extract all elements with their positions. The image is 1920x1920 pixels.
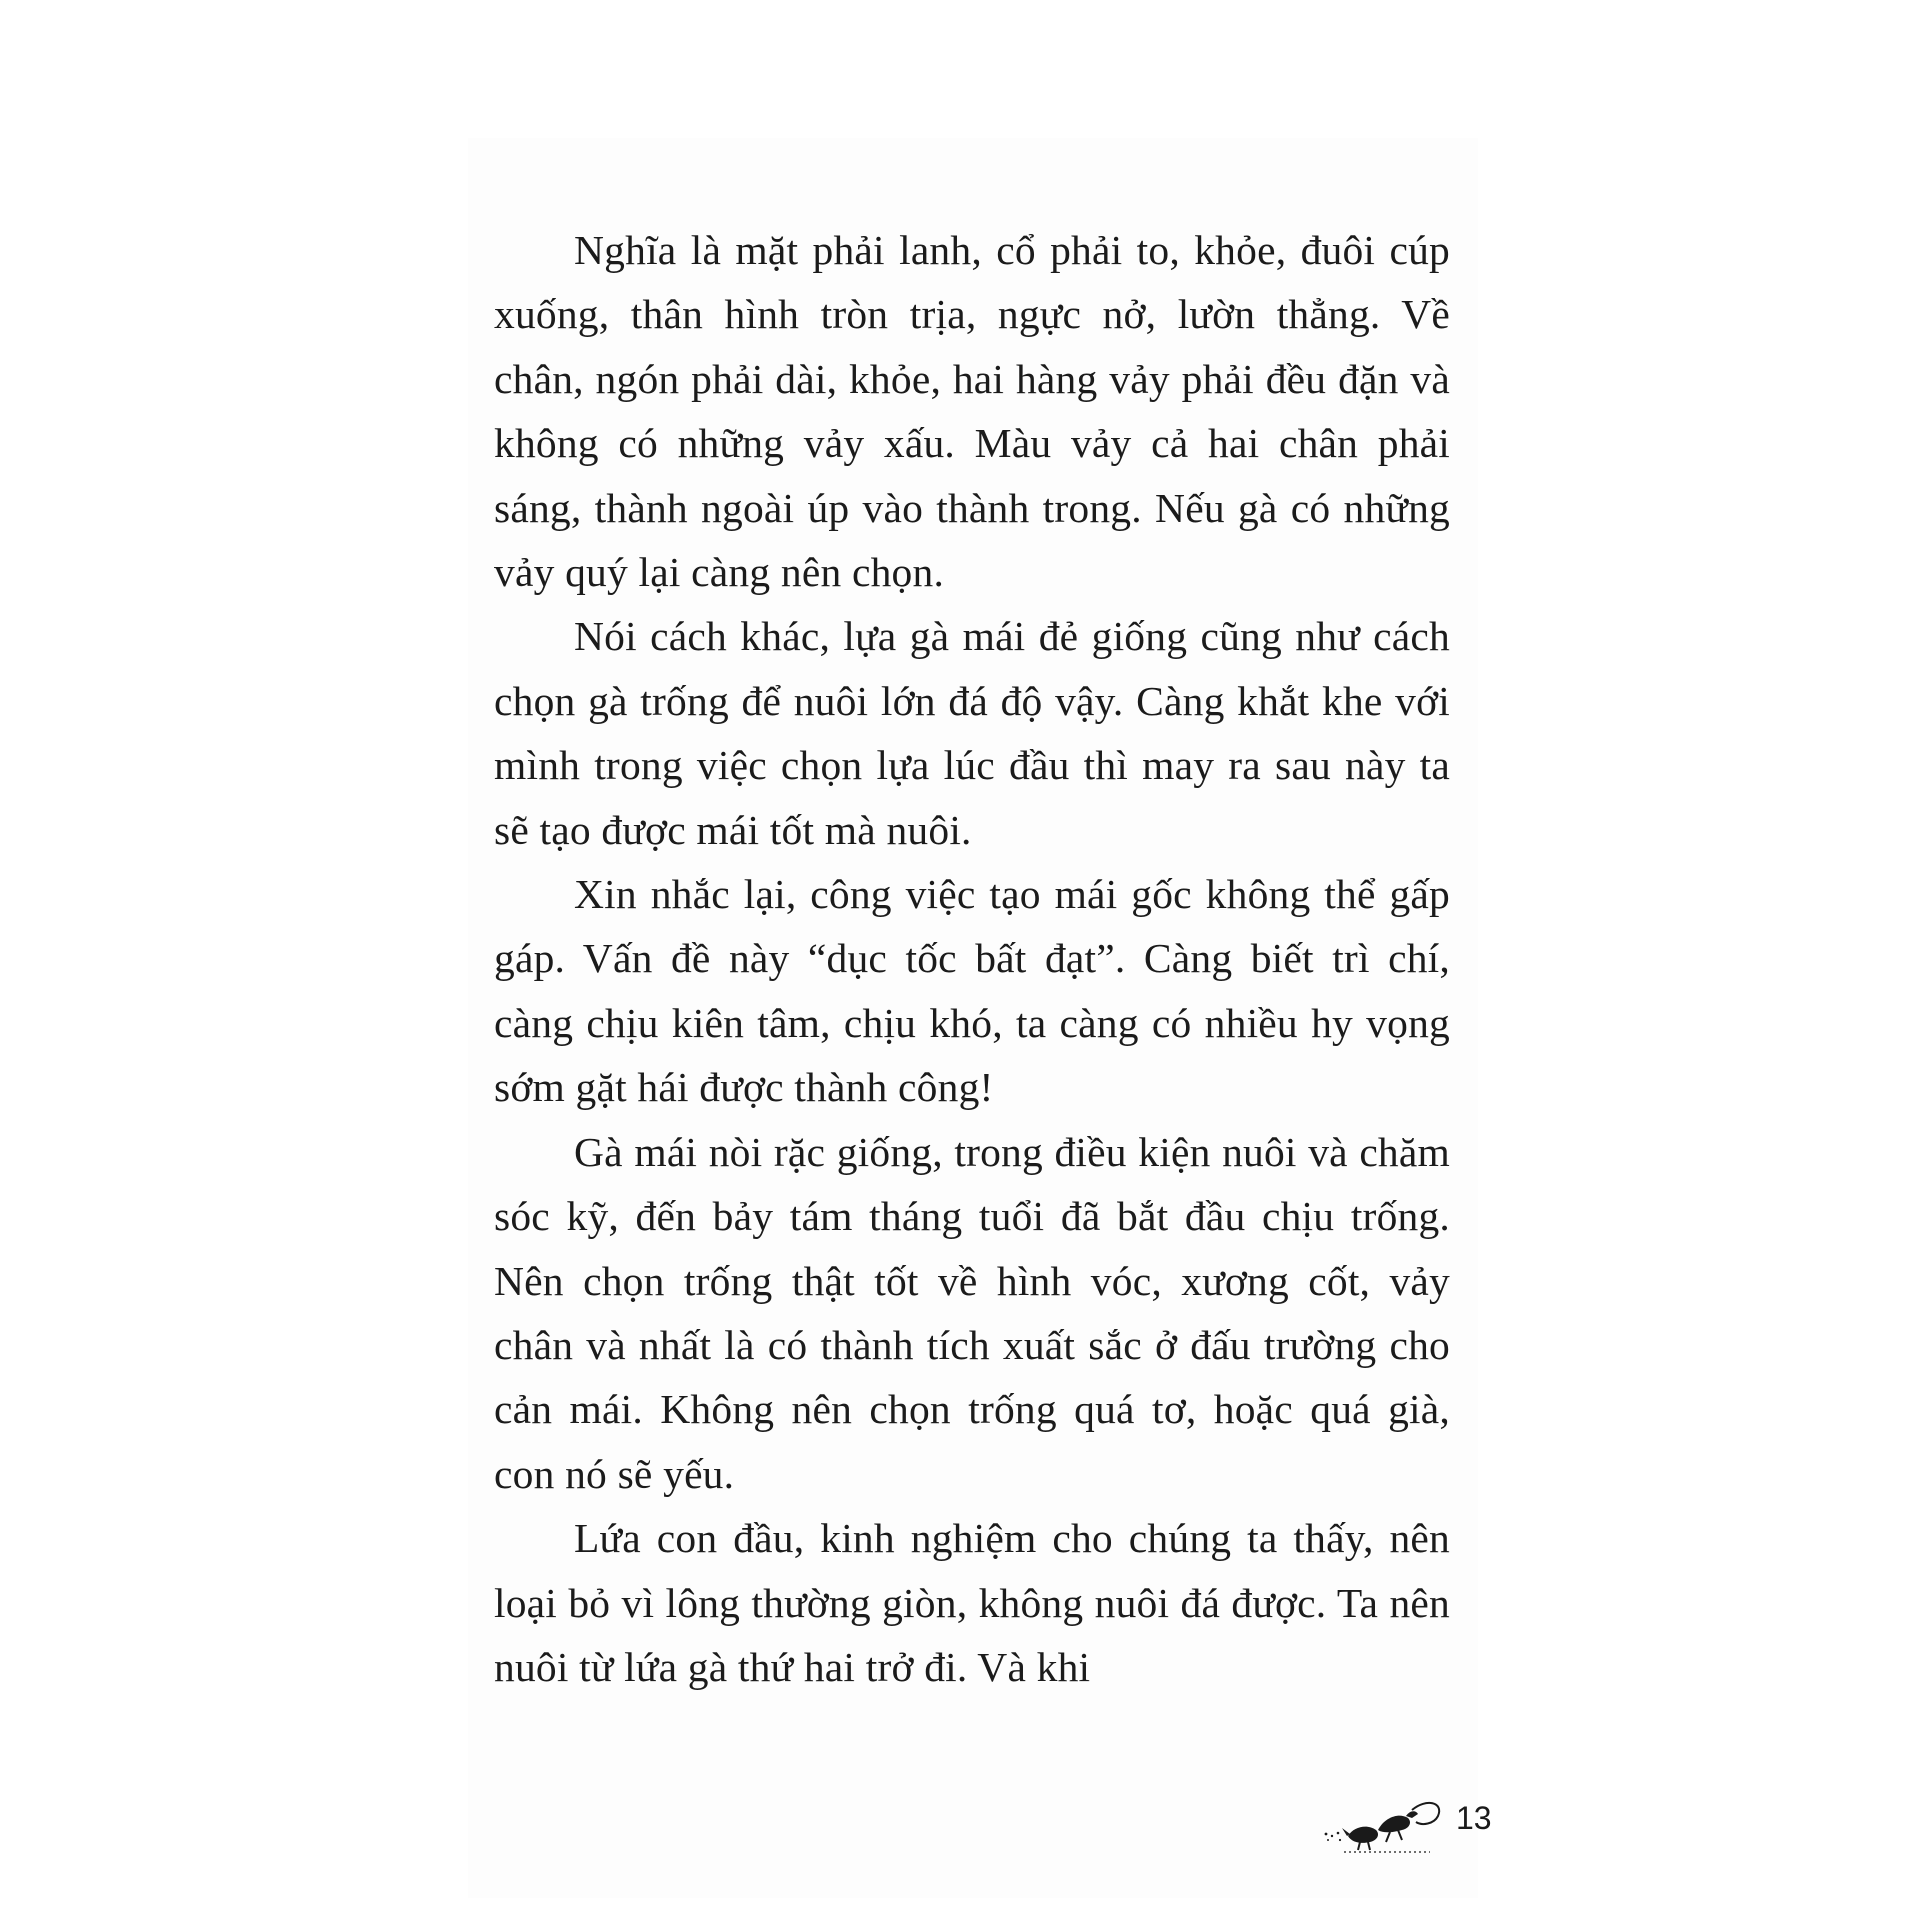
paragraph-3: Xin nhắc lại, công việc tạo mái gốc không thể gấp gáp. Vấn đề này “dục tốc bất đạt”. Càng biết trì chí, càng chịu kiên tâm, chịu khó, ta càng có nhiều hy vọng sớm gặt hái được thành công! <box>494 871 1450 1111</box>
body-text <box>494 218 1450 1699</box>
paragraph-2: Nói cách khác, lựa gà mái đẻ giống cũng như cách chọn gà trống để nuôi lớn đá độ vậy. Càng khắt khe với mình trong việc chọn lựa lúc đầu thì may ra sau này ta sẽ tạo được mái tốt mà nuôi. <box>494 613 1450 853</box>
paragraph-5: Lứa con đầu, kinh nghiệm cho chúng ta thấy, nên loại bỏ vì lông thường giòn, không nuôi đá được. Ta nên nuôi từ lứa gà thứ hai trở đi. Và khi <box>494 1515 1450 1690</box>
paragraph-1: Nghĩa là mặt phải lanh, cổ phải to, khỏe, đuôi cúp xuống, thân hình tròn trịa, ngực nở, lườn thẳng. Về chân, ngón phải dài, khỏe, hai hàng vảy phải đều đặn và không có những vảy xấu. Màu vảy cả hai chân phải sáng, thành ngoài úp vào thành trong. Nếu gà có những vảy quý lại càng nên chọn. <box>494 227 1450 596</box>
page-footer <box>1320 1790 1500 1860</box>
paragraph-4: Gà mái nòi rặc giống, trong điều kiện nuôi và chăm sóc kỹ, đến bảy tám tháng tuổi đã bắt đầu chịu trống. Nên chọn trống thật tốt về hình vóc, xương cốt, vảy chân và nhất là có thành tích xuất sắc ở đấu trường cho cản mái. Không nên chọn trống quá tơ, hoặc quá già, con nó sẽ yếu. <box>494 1128 1450 1497</box>
page-number: 13 <box>1456 1800 1492 1836</box>
fighting-rooster-ornament-icon <box>1320 1790 1450 1860</box>
